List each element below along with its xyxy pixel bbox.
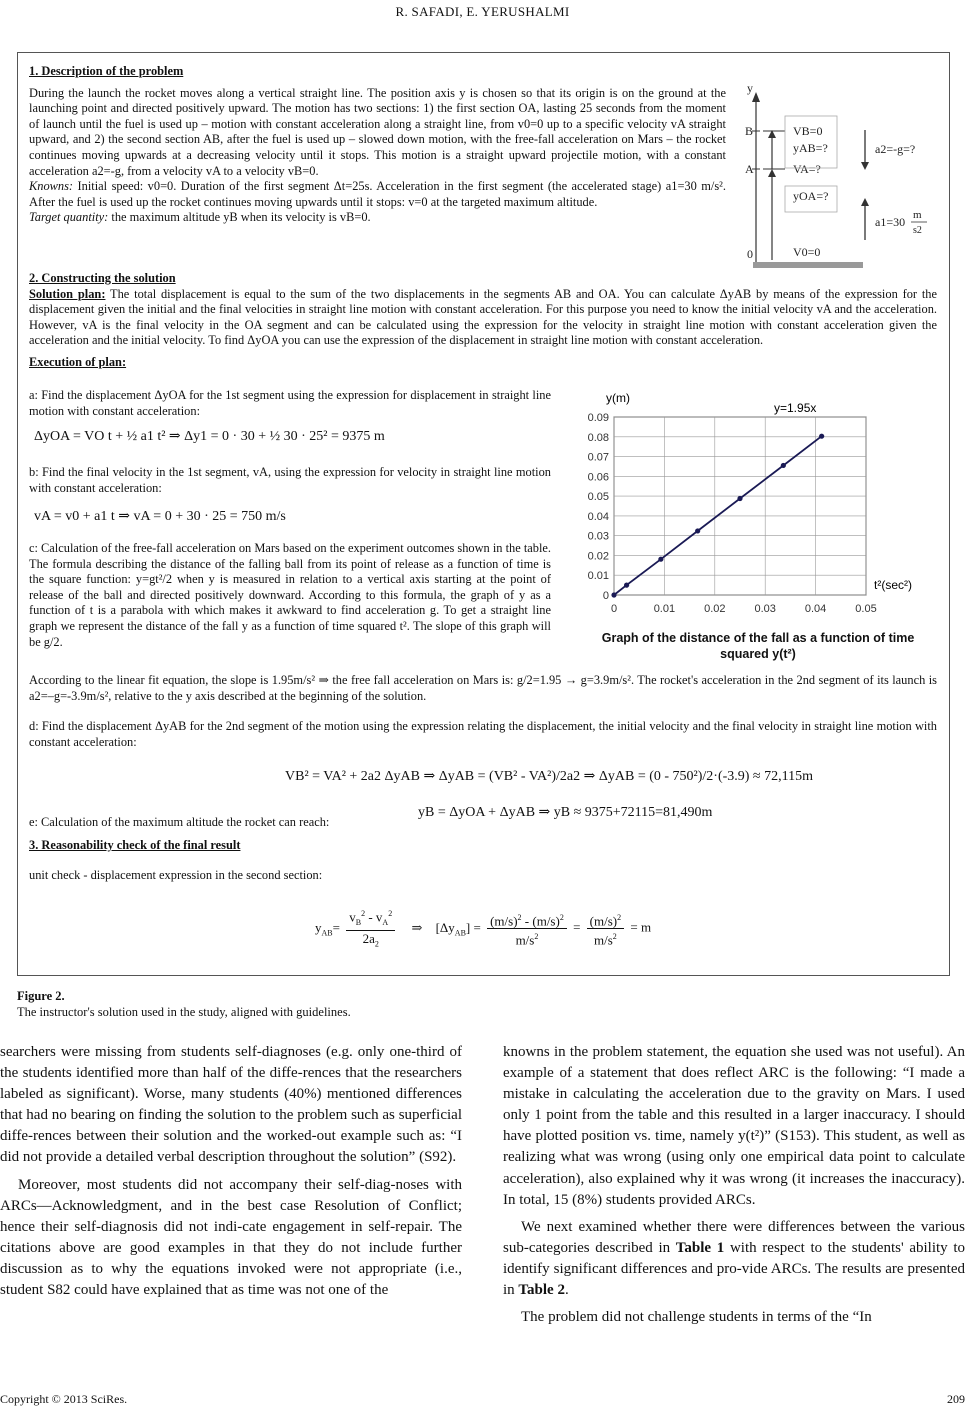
section-2: [29, 271, 937, 371]
right-para-2: [503, 1217, 965, 1301]
diagram-vB: VB=0: [793, 124, 823, 138]
diagram-a1-unit-d: s2: [913, 225, 922, 236]
plot-frame: [614, 417, 866, 595]
y-tick-label: 0: [602, 590, 609, 602]
target-label: Target quantity:: [29, 210, 109, 225]
data-point: [695, 528, 700, 533]
right-para-2-text-a: We next examined whether there were differences between the various sub-categories described in: [503, 1218, 965, 1256]
x-tick-label: 0.01: [653, 603, 676, 615]
plan-label: Solution plan:: [29, 286, 106, 301]
section-1-para: During the launch the rocket moves along a vertical straight line. The position axis y is chosen so that its origin is on the ground at the launching point and directed positively upward. The motion has two sections: 1) the first section OA, lasting 25 seconds from the moment of launch until the fuel is used up – motion with constant acceleration along a straight line, from v0=0 up to a specific velocity vA straight upward, and 2) the second section AB, after the fuel is used up – slowed down motion, with the free-fall acceleration on Mars – the rocket continues moving upwards at a decreasing velocity until it stops. This motion is a straight upward projectile motion, with a constant acceleration a2=-g, from a velocity vA to a velocity vB=0.: [29, 85, 726, 178]
target-text: the maximum altitude yB when its velocity is vB=0.: [108, 210, 371, 225]
motion-diagram: [735, 80, 945, 272]
execution-label: Execution of plan:: [29, 354, 127, 369]
chart-caption: Graph of the distance of the fall as a function of time squared y(t²): [601, 631, 915, 661]
y-tick-label: 0.07: [587, 451, 609, 464]
step-c: c: Calculation of the free-fall acceleration on Mars based on the experiment outcomes shown in the table. The formula describing the distance of the falling ball from its point of release as a function of time is the square function: y=gt²/2 when y is measured in relation to a vertical axis starting at the point of release of the ball and directed positively downward. According to this formula, the graph of y as a function of t is a parabola with which makes it awkward to find acceleration g. To get a straight line graph we represent the distance of the fall y as a function of time squared t². The slope of this graph will be g/2.: [29, 541, 551, 649]
diagram-a1: a1=30: [875, 215, 906, 229]
section-1: [29, 64, 726, 226]
footer-page-number: 209: [947, 1392, 965, 1406]
y-tick-label: 0.04: [587, 510, 609, 523]
diagram-B-label: B: [745, 124, 754, 138]
step-e: e: Calculation of the maximum altitude the rocket can reach:: [29, 815, 330, 829]
x-axis-label: t²(sec²): [874, 578, 912, 592]
knowns-label: Knowns:: [29, 179, 74, 194]
slope-result: According to the linear fit equation, the slope is 1.95m/s² ⇒ the free fall acceleration on Mars is: g/2=1.95 → g=3.9m/s². The rocket's acceleration in the 2nd segment of its launch is a2=–g=-3.9m/s², relative to the y axis described at the beginning of the solution.: [29, 673, 937, 703]
plan-text: The total displacement is equal to the sum of the two displacements in the segments AB and OA. You can calculate ΔyAB by means of the expression for the displacement given the initial and the final velocities in straight line motion with constant acceleration. For this purpose you need to know the initial velocity vA and the acceleration. However, vA is the final velocity in the OA segment and can be calculated using the expression for the velocity in straight line motion with constant acceleration given the acceleration and the initial velocity. To find ΔyOA you can use the expression of the displacement in straight line motion with constant acceleration.: [29, 286, 937, 348]
diagram-a1-unit-n: m: [913, 209, 922, 221]
equation-b: vA = v0 + a1 t ⇒ vA = 0 + 30 · 25 = 750 m/s: [34, 509, 286, 524]
left-para-1: searchers were missing from students self-diagnoses (e.g. only one-third of the students identified more than half of the diffe-rences that the researchers labeled as significant). Worse, many students (40%) mentioned differences that had no bearing on finding the solution to the problem such as superficial diffe-rences between their solution and the worked-out example such as: “I did not provide a detailed verbal description throughout the solution” (S92).: [0, 1044, 462, 1166]
step-d: d: Find the displacement ΔyAB for the 2nd segment of the motion using the expression relating the displacement, the initial velocity and the final velocity in straight line motion with constant acceleration:: [29, 719, 937, 749]
right-para-2-text-b: with respect to the students' ability to identify significant differences and pro-vide ARCs. The results are presented in: [503, 1239, 965, 1299]
section-3: [29, 838, 937, 883]
fall-distance-chart: [566, 387, 938, 662]
table-1-ref: Table 1: [675, 1239, 725, 1256]
step-b: b: Find the final velocity in the 1st segment, vA, using the expression for velocity in straight line motion with constant acceleration:: [29, 465, 551, 495]
y-tick-label: 0.06: [587, 471, 609, 484]
y-axis-label: y(m): [606, 391, 630, 405]
right-para-2-text-c: .: [564, 1282, 569, 1299]
data-point: [737, 496, 742, 501]
left-para-2: Moreover, most students did not accompany their self-diag-noses with ARCs—Acknowledgment, and in the best case Resolution of Conflict; hence their self-diagnosis did not indi-cate engagement in self-repair. The citations above are good examples in that they do not include further discussion as to why the equations invoked were not appropriate (i.e., student S82 could have explained that as time was not one of the: [0, 1176, 462, 1299]
figure-caption: [17, 988, 351, 1020]
step-a: a: Find the displacement ΔyOA for the 1st segment using the expression for displacement in straight line motion with constant acceleration:: [29, 388, 551, 418]
diagram-y-label: y: [747, 81, 753, 95]
equation-e: yB = ΔyOA + ΔyAB ⇒ yB ≈ 9375+72115=81,490m: [418, 805, 713, 820]
data-point: [658, 557, 663, 562]
x-tick-label: 0.04: [804, 603, 827, 615]
unit-check-equation: $y_{AB}=$ $\frac{v_B^2 - v_A^2}{2a_2}$ ⇒ $[\Delta y_{AB}]$ = $\frac{(m/s)^2 - (m/s)^2}{m/s^2}$ = $\frac{(m/s)^2}{m/s^2}$ = m: [315, 906, 651, 952]
table-2-ref: Table 2: [518, 1282, 565, 1299]
y-tick-label: 0.09: [587, 412, 609, 424]
y-tick-label: 0.03: [587, 530, 609, 543]
equation-d: VB² = VA² + 2a2 ΔyAB ⇒ ΔyAB = (VB² - VA²)/2a2 ⇒ ΔyAB = (0 - 750²)/2·(-3.9) ≈ 72,115m: [285, 769, 813, 784]
x-tick-label: 0.05: [855, 603, 877, 615]
section-3-title: 3. Reasonability check of the final result: [29, 838, 241, 852]
diagram-yAB: yAB=?: [793, 141, 828, 155]
diagram-yOA: yOA=?: [793, 189, 829, 203]
equation-a: ΔyOA = VO t + ½ a1 t² ⇒ Δy1 = 0 · 30 + ½ 30 · 25² = 9375 m: [34, 429, 385, 444]
diagram-v0: V0=0: [793, 245, 821, 259]
section-3-text: unit check - displacement expression in the second section:: [29, 867, 323, 882]
diagram-O-label: 0: [747, 247, 753, 261]
x-tick-label: 0: [610, 603, 618, 615]
figure-label: Figure 2.: [17, 989, 65, 1003]
right-para-1: knowns in the problem statement, the equation she used was not useful). An example of a statement that does reflect ARC is the following: “I made a mistake in calculating the acceleration due to the gravity on Mars. I used only 1 point from the table and this resulted in a larger inaccuracy. I should have plotted position vs. time, namely y(t²)” (S153). This student, as well as realizing what was wrong (using only one empirical data point to calculate acceleration), also explained why it was wrong (it increases the inaccuracy). In total, 15 (8%) students provided ARCs.: [503, 1044, 965, 1208]
diagram-A-label: A: [745, 162, 754, 176]
figure-caption-text: The instructor's solution used in the study, aligned with guidelines.: [17, 1005, 351, 1019]
fit-equation: y=1.95x: [774, 401, 817, 415]
diagram-vA: VA=?: [793, 162, 821, 176]
y-tick-label: 0.01: [587, 570, 609, 583]
running-header: R. SAFADI, E. YERUSHALMI: [395, 4, 570, 19]
footer-copyright: Copyright © 2013 SciRes.: [0, 1392, 128, 1406]
knowns-text: Initial speed: v0=0. Duration of the first segment Δt=25s. Acceleration in the first segment (the accelerated stage) a1=30 m/s². After the fuel is used up the rocket continues moving upwards until it stops: v=0 at the targeted maximum altitude.: [29, 179, 726, 209]
data-point: [781, 463, 786, 468]
x-tick-label: 0.03: [754, 603, 776, 615]
right-column: [503, 1042, 965, 1328]
x-tick-label: 0.02: [704, 603, 726, 615]
y-tick-label: 0.08: [587, 431, 609, 444]
data-point: [611, 592, 616, 597]
y-tick-label: 0.05: [587, 491, 609, 504]
left-column: [0, 1042, 462, 1301]
ground: [753, 262, 863, 268]
section-2-title: 2. Constructing the solution: [29, 271, 176, 285]
right-para-3: The problem did not challenge students in terms of the “In: [521, 1309, 872, 1326]
diagram-a2: a2=-g=?: [875, 142, 916, 156]
data-point: [624, 583, 629, 588]
section-1-title: 1. Description of the problem: [29, 64, 184, 78]
data-point: [819, 434, 824, 439]
y-tick-label: 0.02: [587, 550, 609, 563]
